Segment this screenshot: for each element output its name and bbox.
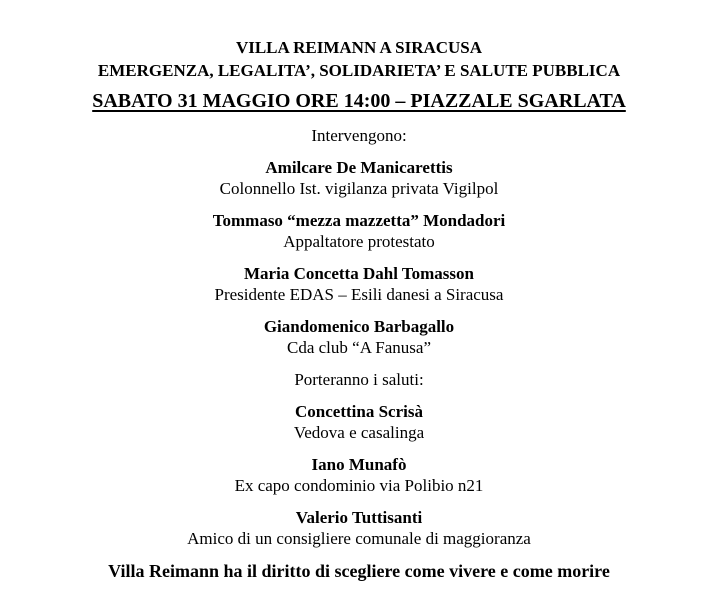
greeter-entry — [20, 507, 698, 549]
intervengono-label: Intervengono: — [311, 126, 407, 145]
speaker-entry — [20, 210, 698, 252]
greeter-role: Ex capo condominio via Polibio n21 — [234, 476, 484, 495]
speaker-name: Maria Concetta Dahl Tomasson — [244, 264, 474, 283]
speaker-role: Cda club “A Fanusa” — [287, 338, 431, 357]
event-date-location: SABATO 31 MAGGIO ORE 14:00 – PIAZZALE SGARLATA — [92, 90, 626, 112]
greeter-name: Concettina Scrisà — [295, 402, 423, 421]
speaker-entry — [20, 263, 698, 305]
flyer-title-line2: EMERGENZA, LEGALITA’, SOLIDARIETA’ E SALUTE PUBBLICA — [97, 61, 621, 80]
speaker-role: Appaltatore protestato — [283, 232, 435, 251]
speaker-role: Colonnello Ist. vigilanza privata Vigilpol — [219, 179, 499, 198]
closing-statement: Villa Reimann ha il diritto di scegliere come vivere e come morire — [108, 561, 610, 581]
saluti-label: Porteranno i saluti: — [294, 370, 424, 389]
speaker-entry — [20, 316, 698, 358]
greeter-name: Valerio Tuttisanti — [295, 508, 423, 527]
greeter-entry — [20, 454, 698, 496]
speaker-name: Amilcare De Manicarettis — [265, 158, 453, 177]
speaker-entry — [20, 157, 698, 199]
greeter-role: Vedova e casalinga — [293, 423, 425, 442]
speaker-name: Giandomenico Barbagallo — [263, 317, 455, 336]
greeter-name: Iano Munafò — [311, 455, 407, 474]
greeter-entry — [20, 401, 698, 443]
speaker-name: Tommaso “mezza mazzetta” Mondadori — [212, 211, 506, 230]
speaker-role: Presidente EDAS – Esili danesi a Siracusa — [214, 285, 504, 304]
flyer-title-line1: VILLA REIMANN A SIRACUSA — [235, 38, 483, 57]
greeter-role: Amico di un consigliere comunale di maggioranza — [187, 529, 531, 548]
